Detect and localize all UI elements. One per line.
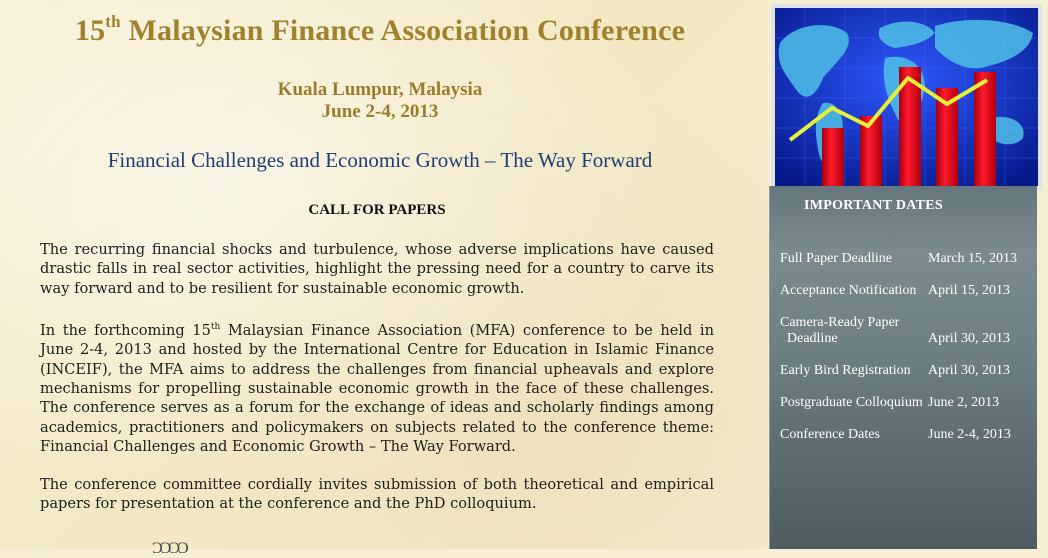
- date-label: Camera-Ready Paper Deadline: [780, 315, 900, 346]
- banner-image: [771, 4, 1042, 190]
- call-for-papers-heading: CALL FOR PAPERS: [308, 202, 446, 218]
- date-value: March 15, 2013: [928, 251, 1018, 266]
- conference-location: Kuala Lumpur, Malaysia: [277, 79, 483, 100]
- decorative-ornament: ƆƆƆƆ: [152, 540, 187, 557]
- conference-title: [0, 14, 760, 48]
- cfp-paragraph-3: The conference committee cordially invites submission of both theoretical and empirical papers for presentation at the conference and the PhD colloquium.: [40, 476, 714, 513]
- conference-dates: June 2-4, 2013: [321, 101, 439, 122]
- date-label: Postgraduate Colloquium: [780, 395, 923, 410]
- sidebar: [768, 0, 1048, 549]
- world-map-bar-chart-icon: [775, 8, 1038, 186]
- title-text: Malaysian Finance Association Conference: [128, 14, 686, 47]
- cfp-paragraph-2-start: In the forthcoming 15: [40, 321, 211, 339]
- date-value: April 30, 2013: [928, 331, 1011, 346]
- title-ordinal-suffix: th: [105, 12, 121, 31]
- date-label: Acceptance Notification: [780, 283, 917, 298]
- date-label: Conference Dates: [780, 427, 880, 442]
- venue-block: [0, 79, 760, 123]
- important-dates-heading: IMPORTANT DATES: [804, 198, 943, 213]
- cfp-paragraph-1: The recurring financial shocks and turbulence, whose adverse implications have caused drastic falls in real sector activities, highlight the pressing need for a country to carve its way forward and to be resilient for sustainable economic growth.: [40, 241, 714, 297]
- cfp-paragraph-2: [40, 318, 714, 457]
- conference-theme: Financial Challenges and Economic Growth – The Way Forward: [107, 148, 653, 172]
- date-value: June 2-4, 2013: [928, 427, 1011, 442]
- date-value: April 15, 2013: [928, 283, 1011, 298]
- ordinal-suffix: th: [210, 322, 221, 332]
- date-label: Early Bird Registration: [780, 363, 911, 378]
- date-value: April 30, 2013: [928, 363, 1011, 378]
- date-label: Full Paper Deadline: [780, 251, 892, 266]
- important-dates-panel: [769, 186, 1037, 549]
- title-ordinal: 15: [74, 14, 106, 47]
- cfp-paragraph-2-rest: Malaysian Finance Association (MFA) conference to be held in June 2-4, 2013 and hosted by the International Centre for Education in Islamic Finance (INCEIF), the MFA aims to address the challenges from financial upheavals and explore mechanisms for propelling sustainable economic growth in the face of these challenges. The conference serves as a forum for the exchange of ideas and scholarly findings among academics, practitioners and policymakers on subjects related to the conference theme: Financial Challenges and Economic Growth – The Way Forward.: [40, 321, 714, 456]
- date-value: June 2, 2013: [928, 395, 1000, 410]
